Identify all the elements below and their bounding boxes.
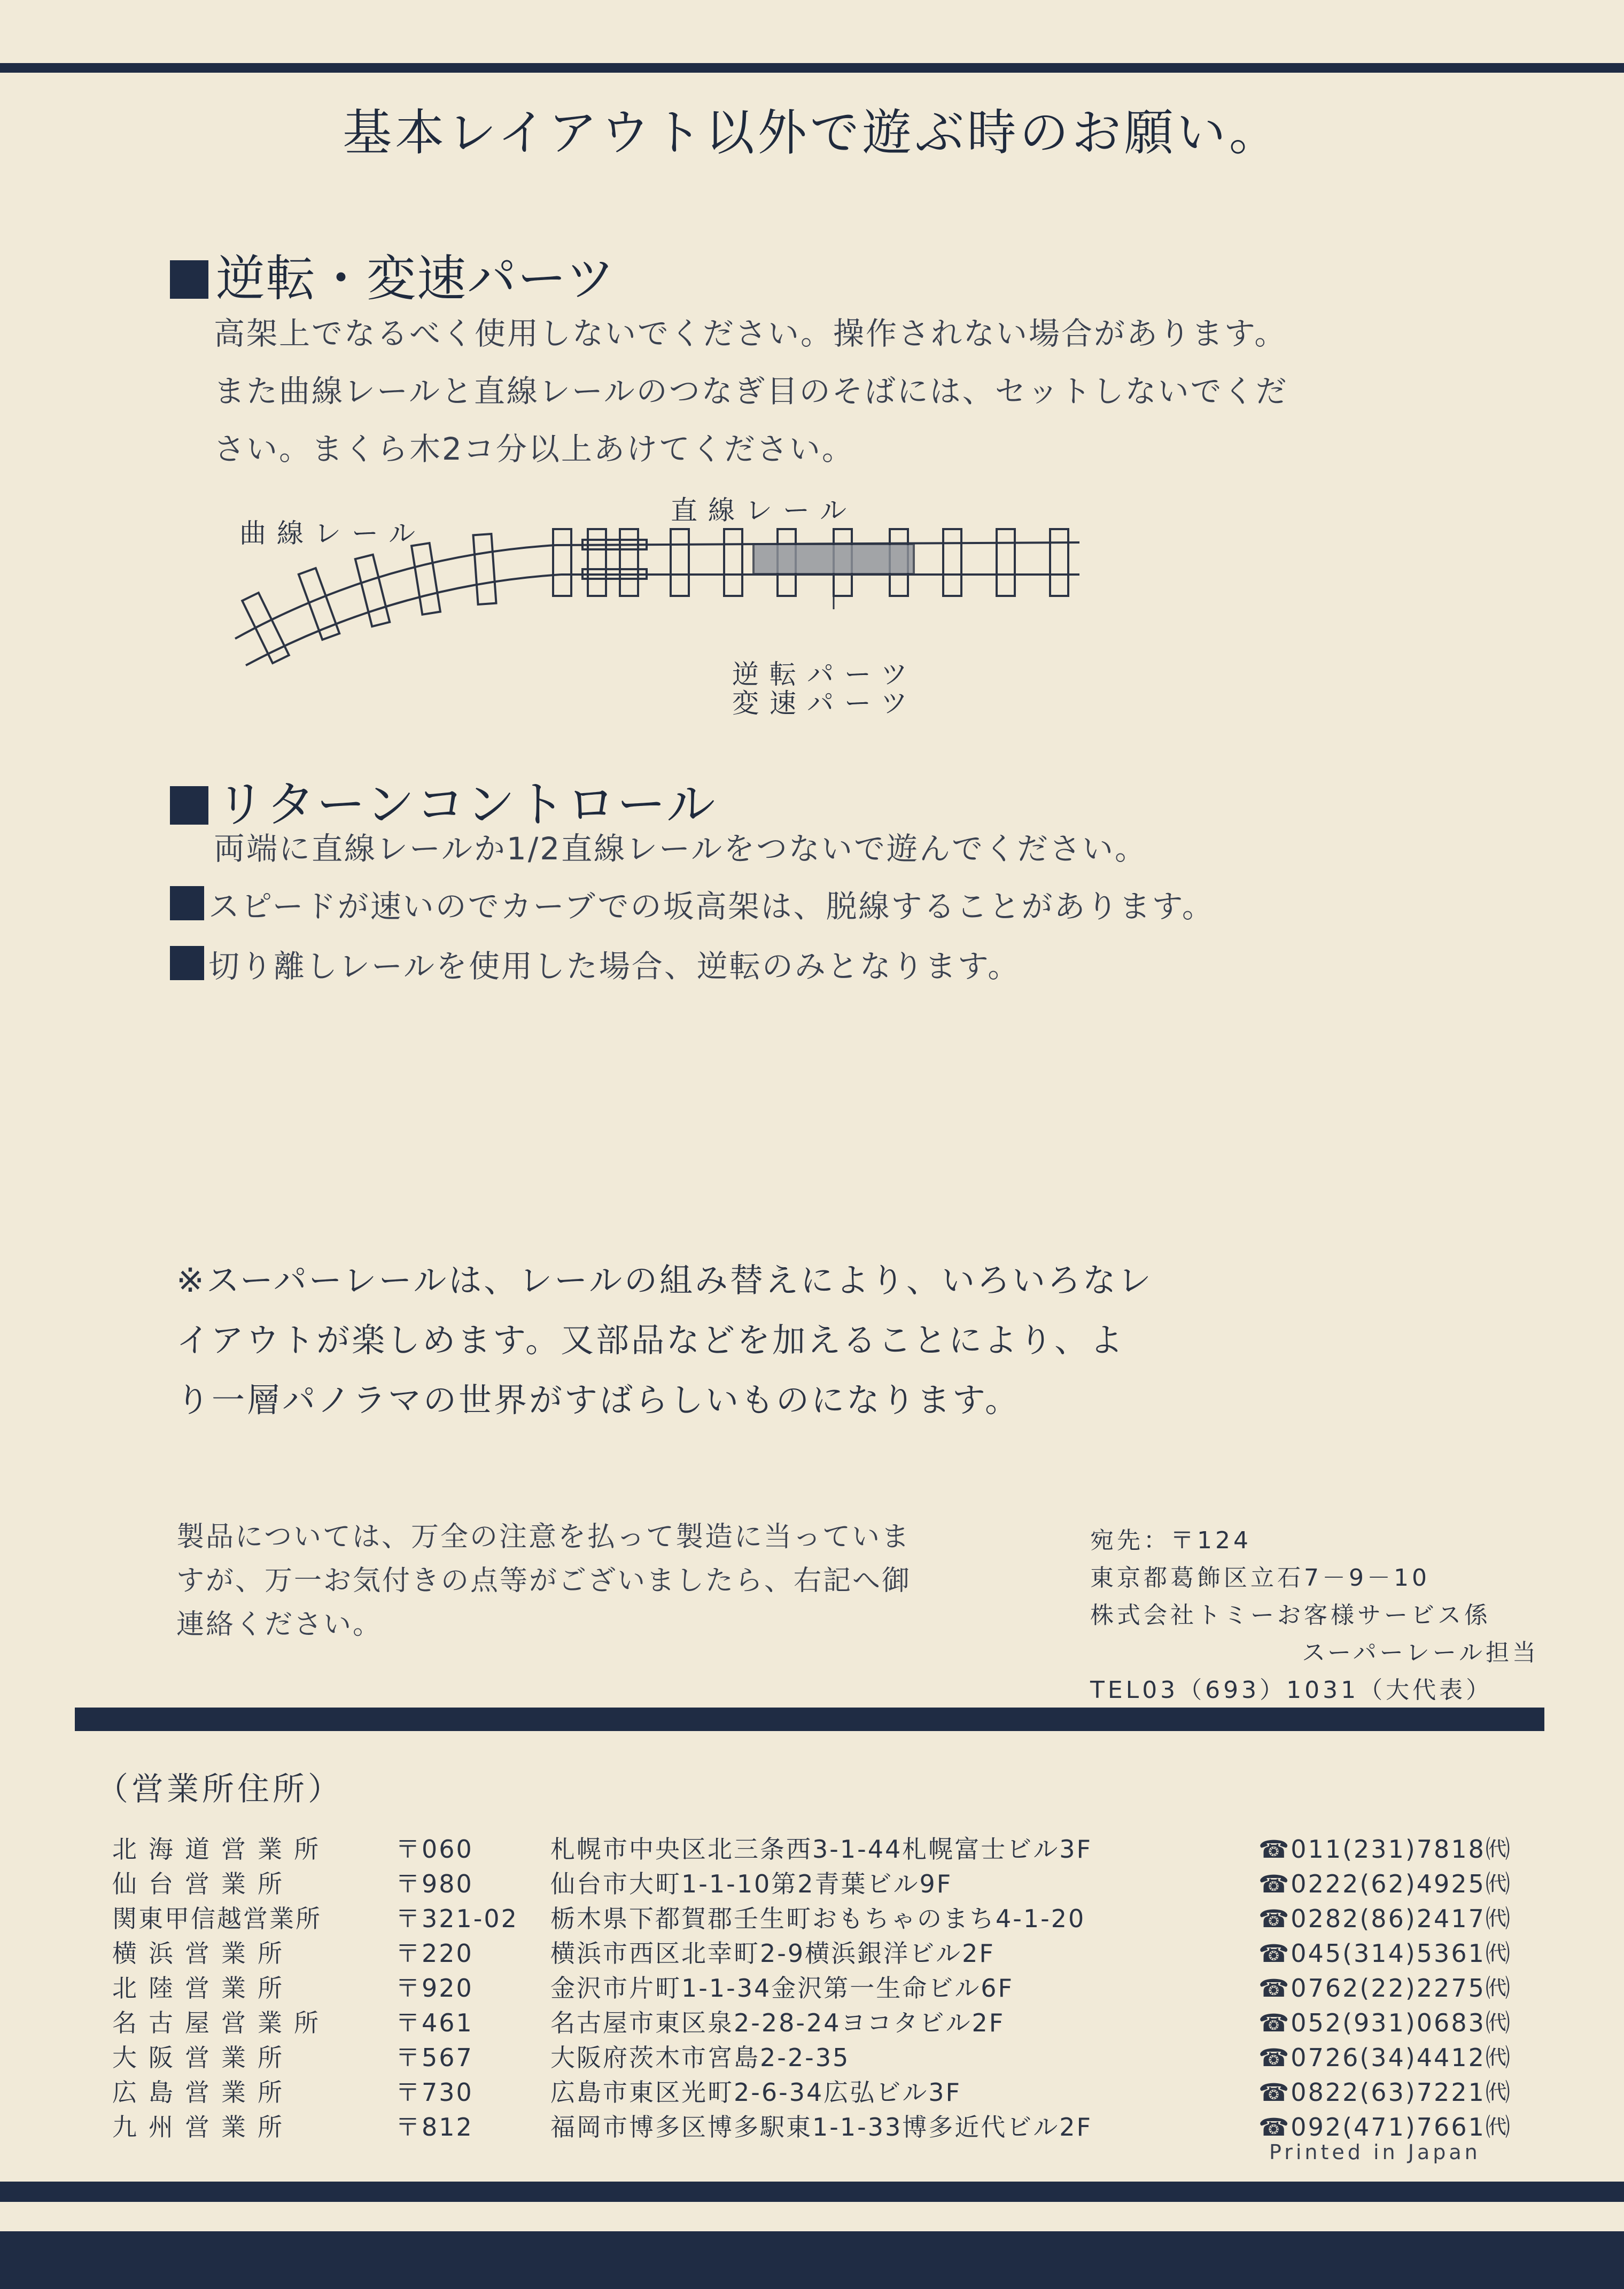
curve-rail-label: 曲線レール bbox=[239, 518, 426, 549]
office-zip: 〒321-02 bbox=[395, 1904, 518, 1933]
mailing-address bbox=[1090, 1522, 1539, 1709]
section2-body: 両端に直線レールか1/2直線レールをつないで遊んでください。 bbox=[214, 831, 1148, 867]
note-line: り一層パノラマの世界がすばらしいものになります。 bbox=[176, 1380, 1021, 1419]
office-name: 横浜営業所 bbox=[112, 1939, 294, 1968]
address-line: 株式会社トミーお客様サービス係 bbox=[1090, 1602, 1491, 1629]
office-address: 金沢市片町1-1-34金沢第一生命ビル6F bbox=[550, 1974, 1014, 2003]
office-address: 広島市東区光町2-6-34広弘ビル3F bbox=[550, 2078, 961, 2107]
office-zip: 〒220 bbox=[395, 1939, 473, 1968]
bottom-rule-thin bbox=[0, 2182, 1624, 2202]
square-bullet-icon bbox=[170, 260, 208, 299]
section1-body bbox=[214, 305, 1288, 478]
office-name: 名古屋営業所 bbox=[112, 2008, 330, 2037]
office-row bbox=[112, 2004, 1555, 2038]
heading-text: 逆転・変速パーツ bbox=[216, 250, 616, 307]
office-name: 仙台営業所 bbox=[112, 1869, 294, 1898]
office-row bbox=[112, 2038, 1555, 2073]
office-tel: ☎0282(86)2417㈹ bbox=[1258, 1904, 1512, 1933]
rail-diagram bbox=[224, 513, 1090, 738]
page-title: 基本レイアウト以外で遊ぶ時のお願い。 bbox=[343, 104, 1281, 161]
address-line: TEL03（693）1031（大代表） bbox=[1090, 1677, 1493, 1704]
office-row bbox=[112, 2073, 1555, 2107]
square-bullet-icon bbox=[170, 886, 204, 920]
note-line: ※スーパーレールは、レールの組み替えにより、いろいろなレ bbox=[176, 1261, 1154, 1300]
office-row bbox=[112, 1899, 1555, 1934]
bottom-rule-thick bbox=[0, 2231, 1624, 2289]
mid-rule bbox=[75, 1708, 1544, 1731]
address-line: 東京都葛飾区立石7－9－10 bbox=[1090, 1564, 1430, 1592]
office-name: 九州営業所 bbox=[112, 2113, 294, 2141]
office-name: 北海道営業所 bbox=[112, 1835, 330, 1864]
note-line: イアウトが楽しめます。又部品などを加えることにより、よ bbox=[176, 1321, 1125, 1360]
body-line: さい。まくら木2コ分以上あけてください。 bbox=[214, 431, 854, 467]
bullet-text: 切り離しレールを使用した場合、逆転のみとなります。 bbox=[208, 948, 1021, 984]
office-tel: ☎011(231)7818㈹ bbox=[1258, 1835, 1512, 1864]
office-zip: 〒060 bbox=[395, 1835, 473, 1864]
office-zip: 〒730 bbox=[395, 2078, 473, 2107]
contact-line: すが、万一お気付きの点等がございましたら、右記へ御 bbox=[176, 1565, 912, 1597]
parts-label-line-2: 変速パーツ bbox=[732, 688, 918, 719]
printed-in-japan: Printed in Japan bbox=[1269, 2140, 1481, 2164]
super-rail-note bbox=[176, 1251, 1153, 1430]
body-line: 高架上でなるべく使用しないでください。操作されない場合があります。 bbox=[214, 315, 1287, 352]
section-heading-reverse-speed bbox=[170, 239, 616, 310]
parts-label-line-1: 逆転パーツ bbox=[732, 659, 918, 690]
office-name: 関東甲信越営業所 bbox=[112, 1904, 322, 1933]
office-zip: 〒567 bbox=[395, 2043, 473, 2072]
office-row bbox=[112, 1865, 1555, 1899]
office-tel: ☎092(471)7661㈹ bbox=[1258, 2113, 1512, 2141]
straight-rail-label: 直線レール bbox=[671, 495, 857, 526]
top-rule bbox=[0, 63, 1624, 73]
office-address: 栃木県下都賀郡壬生町おもちゃのまち4-1-20 bbox=[550, 1904, 1086, 1933]
office-address: 大阪府茨木市宮島2-2-35 bbox=[550, 2043, 850, 2072]
address-line: スーパーレール担当 bbox=[1302, 1639, 1539, 1666]
office-tel: ☎0822(63)7221㈹ bbox=[1258, 2078, 1512, 2107]
office-tel: ☎045(314)5361㈹ bbox=[1258, 1939, 1512, 1968]
contact-line: 製品については、万全の注意を払って製造に当っていま bbox=[176, 1521, 911, 1553]
office-tel: ☎052(931)0683㈹ bbox=[1258, 2008, 1512, 2037]
office-address: 名古屋市東区泉2-28-24ヨコタビル2F bbox=[550, 2008, 1005, 2037]
office-zip: 〒461 bbox=[395, 2008, 473, 2037]
office-name: 北陸営業所 bbox=[112, 1974, 294, 2003]
office-name: 広島営業所 bbox=[112, 2078, 294, 2107]
office-address: 横浜市西区北幸町2-9横浜銀洋ビル2F bbox=[550, 1939, 995, 1968]
square-bullet-icon bbox=[170, 786, 208, 825]
contact-line: 連絡ください。 bbox=[176, 1609, 383, 1641]
bullet-item bbox=[170, 878, 1215, 935]
body-line: また曲線レールと直線レールのつなぎ目のそばには、セットしないでくだ bbox=[214, 373, 1288, 409]
bullet-item bbox=[170, 937, 1020, 995]
office-zip: 〒920 bbox=[395, 1974, 473, 2003]
office-address: 仙台市大町1-1-10第2青葉ビル9F bbox=[550, 1869, 953, 1898]
office-address: 札幌市中央区北三条西3-1-44札幌富士ビル3F bbox=[550, 1835, 1092, 1864]
office-row bbox=[112, 2108, 1555, 2142]
office-zip: 〒812 bbox=[395, 2113, 473, 2141]
contact-text bbox=[176, 1515, 911, 1647]
office-zip: 〒980 bbox=[395, 1869, 473, 1898]
office-row bbox=[112, 1830, 1555, 1864]
heading-text: リターンコントロール bbox=[216, 776, 717, 833]
address-line: 宛先：〒124 bbox=[1090, 1527, 1252, 1554]
offices-heading: （営業所住所） bbox=[96, 1771, 343, 1808]
square-bullet-icon bbox=[170, 946, 204, 980]
office-tel: ☎0726(34)4412㈹ bbox=[1258, 2043, 1512, 2072]
office-tel: ☎0222(62)4925㈹ bbox=[1258, 1869, 1512, 1898]
bullet-text: スピードが速いのでカーブでの坂高架は、脱線することがあります。 bbox=[208, 888, 1215, 925]
office-name: 大阪営業所 bbox=[112, 2043, 294, 2072]
office-row bbox=[112, 1934, 1555, 1968]
office-tel: ☎0762(22)2275㈹ bbox=[1258, 1974, 1512, 2003]
office-row bbox=[112, 1969, 1555, 2003]
office-address: 福岡市博多区博多駅東1-1-33博多近代ビル2F bbox=[550, 2113, 1092, 2141]
